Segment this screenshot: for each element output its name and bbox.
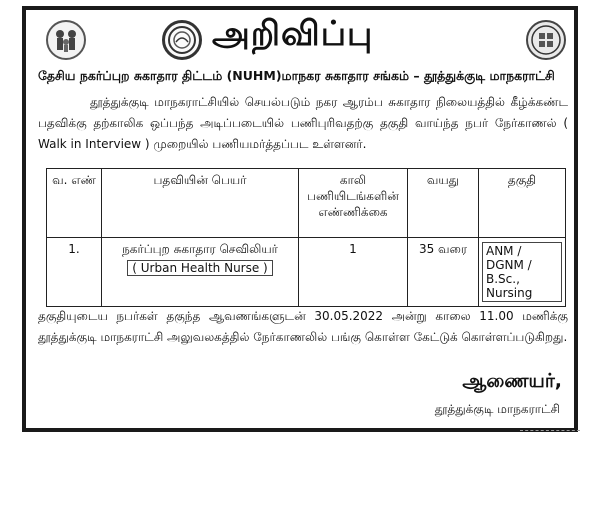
subheading: தேசிய நகர்ப்புற சுகாதார திட்டம் (NUHM)மாநகர சுகாதார சங்கம் – தூத்துக்குடி மாநகராட்சி — [38, 68, 555, 83]
nuhm-logo-icon — [526, 20, 566, 60]
cell-post — [102, 238, 299, 307]
header-sno: வ. எண் — [47, 169, 102, 238]
signature-title: ஆணையர், — [462, 370, 562, 392]
header-age: வயது — [408, 169, 479, 238]
header-post: பதவியின் பெயர் — [102, 169, 299, 238]
notice-title: அறிவிப்பு — [212, 14, 374, 54]
qualification-box — [482, 242, 562, 302]
cell-qualification — [479, 238, 566, 307]
corporation-emblem-icon — [162, 20, 202, 60]
bottom-mark — [520, 430, 580, 437]
vacancy-table — [46, 168, 566, 307]
post-name-english: ( Urban Health Nurse ) — [127, 260, 272, 276]
qualification-line-2: B.Sc., Nursing — [486, 272, 533, 300]
cell-sno: 1. — [47, 238, 102, 307]
qualification-line-1: ANM / DGNM / — [486, 244, 532, 272]
family-logo-icon — [46, 20, 86, 60]
header-vacancies: காலி பணியிடங்களின் எண்ணிக்கை — [299, 169, 408, 238]
signature-organization: தூத்துக்குடி மாநகராட்சி — [434, 402, 560, 416]
cell-age: 35 வரை — [408, 238, 479, 307]
header-qualification: தகுதி — [479, 169, 566, 238]
intro-paragraph — [38, 92, 568, 155]
table-row — [47, 238, 566, 307]
table-header-row — [47, 169, 566, 238]
footer-paragraph: தகுதியுடைய நபர்கள் தகுந்த ஆவணங்களுடன் 30.05.2022 அன்று காலை 11.00 மணிக்கு தூத்துக்குடி மாநகராட்சி அலுவலகத்தில் நேர்காணலில் பங்கு கொள்ள கேட்டுக் கொள்ளப்படுகிறது. — [38, 309, 568, 344]
post-name-tamil: நகர்ப்புற சுகாதார செவிலியர் — [122, 242, 278, 256]
notice-panel — [22, 6, 578, 432]
cell-vacancies: 1 — [299, 238, 408, 307]
intro-text: தூத்துக்குடி மாநகராட்சியில் செயல்படும் நகர ஆரம்ப சுகாதார நிலையத்தில் கீழ்க்கண்ட பதவிக்கு தற்காலிக ஒப்பந்த அடிப்படையில் பணிபுரிவதற்கு தகுதி வாய்ந்த நபர் நேர்காணல் ( Walk in Interview ) முறையில் பணியமர்த்தப்பட உள்ளனர். — [38, 95, 568, 151]
